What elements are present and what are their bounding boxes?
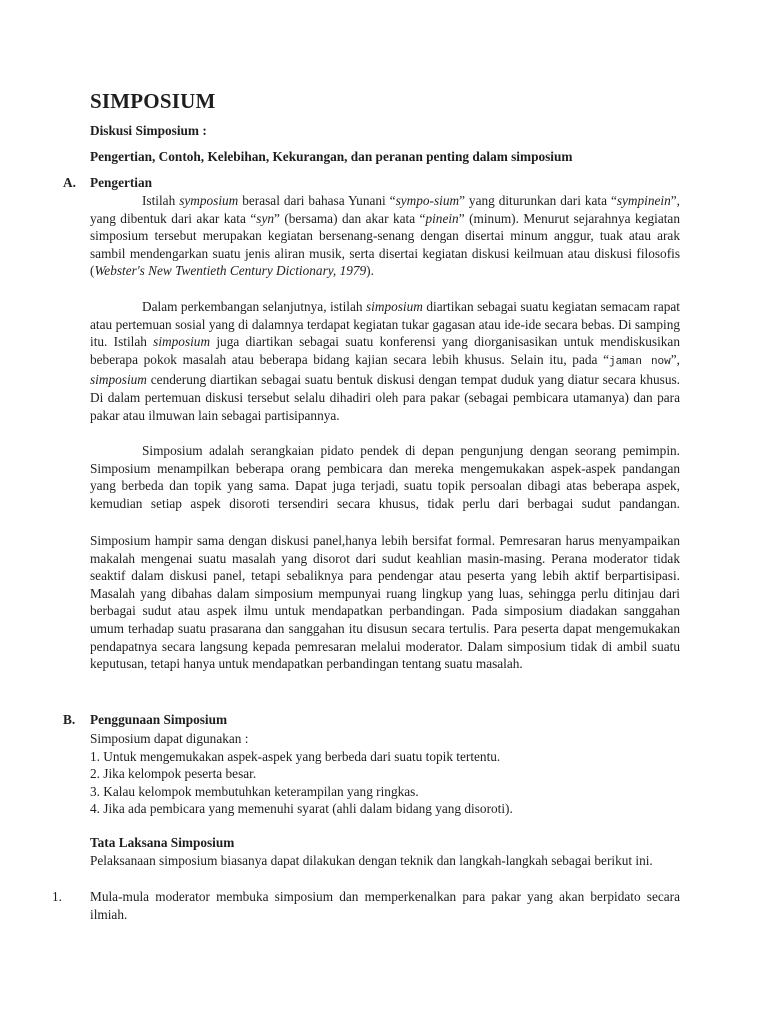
tata-laksana-intro: Pelaksanaan simposium biasanya dapat dilakukan dengan teknik dan langkah-langkah sebagai berikut ini. [90,853,653,868]
usage-list [90,730,680,818]
subtitle-diskusi: Diskusi Simposium : [90,123,207,138]
paragraph-definition: Simposium adalah serangkaian pidato pendek di depan pengunjung dengan seorang pemimpin. Simposium menampilkan beberapa orang pembicara dan mereka mengemukakan aspek-aspek pandangan yang berbeda dan topik yang sama. Dapat juga terjadi, suatu topik persoalan dibagi atas beberapa aspek, kemudian setiap aspek disoroti tersendiri secara khusus, tidak perlu dari berbagai sudut pandangan. [90,443,680,511]
step-number: 1. [52,889,62,904]
tata-laksana-heading: Tata Laksana Simposium [90,835,235,850]
list-item: 3. Kalau kelompok membutuhkan keterampilan yang ringkas. [90,783,419,799]
paragraph-development: Dalam perkembangan selanjutnya, istilah simposium diartikan sebagai suatu kegiatan semacam rapat atau pertemuan sosial yang di dalamnya terdapat kegiatan tukar gagasan atau ide-ide secara bebas. Di samping itu. Istilah simposium juga diartikan sebagai suatu konferensi yang diorganisasikan untuk mendiskusikan beberapa pokok masalah atau beberapa bidang kajian secara lebih khusus. Selain itu, pada “jaman now”, simposium cenderung diartikan sebagai suatu bentuk diskusi dengan tempat duduk yang diatur secara khusus. Di dalam pertemuan diskusi tersebut selalu dihadiri oleh para pakar (sebagai pembicara utamanya) dan para pakar atau ilmuwan lain sebagai partisipannya. [90,299,680,423]
list-item: 2. Jika kelompok peserta besar. [90,766,257,782]
section-a-heading [63,174,152,192]
document-title: SIMPOSIUM [90,89,216,113]
paragraph-etymology: Istilah symposium berasal dari bahasa Yunani “sympo-sium” yang diturunkan dari kata “sympinein”, yang dibentuk dari akar kata “syn” (bersama) dan akar kata “pinein” (minum). Menurut sejarahnya kegiatan simposium tersebut merupakan kegiatan bersenang-senang dengan disertai minum anggur, tuak atau arak sambil mendengarkan suatu jenis aliran musik, serta disertai kegiatan diskusi keilmuan atau diskusi filosofis (Webster's New Twentieth Century Dictionary, 1979). [90,193,681,279]
list-item: 4. Jika ada pembicara yang memenuhi syarat (ahli dalam bidang yang disoroti). [90,801,513,817]
step-item [52,888,680,922]
paragraph-comparison-panel: Simposium hampir sama dengan diskusi panel,hanya lebih bersifat formal. Pemresaran harus menyampaikan makalah mengenai suatu masalah yang disorot dari sudut keahlian masin-masing. Perana moderator tidak seaktif dalam diskusi panel, tetapi sebaliknya para pendengar atau peserta yang lebih aktif berpartisipasi. Masalah yang dibahas dalam simposium mempunyai ruang lingkup yang luas, sehingga perlu ditinjau dari berbagai sudut atau aspek ilmu untuk mendapatkan perbandingan. Pada simposium diadakan sanggahan umum terhadap suatu prasarana dan sanggahan itu disusun secara tertulis. Para peserta dapat mengemukakan pendapatnya secara langsung kepada pemresaran melalui moderator. Dalam simposium tidak di ambil suatu keputusan, tetapi hanya untuk mendapatkan perbandingan tentang suatu masalah. [90,533,680,672]
section-a-letter: A. [63,175,76,190]
subtitle-pengertian-contoh: Pengertian, Contoh, Kelebihan, Kekurangan, dan peranan penting dalam simposium [90,149,573,164]
usage-intro: Simposium dapat digunakan : [90,731,249,746]
list-item: 1. Untuk mengemukakan aspek-aspek yang berbeda dari suatu topik tertentu. [90,748,501,764]
section-b-title: Penggunaan Simposium [90,712,228,727]
section-b-letter: B. [63,712,76,727]
section-b-heading [63,711,227,729]
step-text: Mula-mula moderator membuka simposium dan memperkenalkan para pakar yang akan berpidato secara ilmiah. [90,889,680,922]
section-a-title: Pengertian [90,175,153,190]
